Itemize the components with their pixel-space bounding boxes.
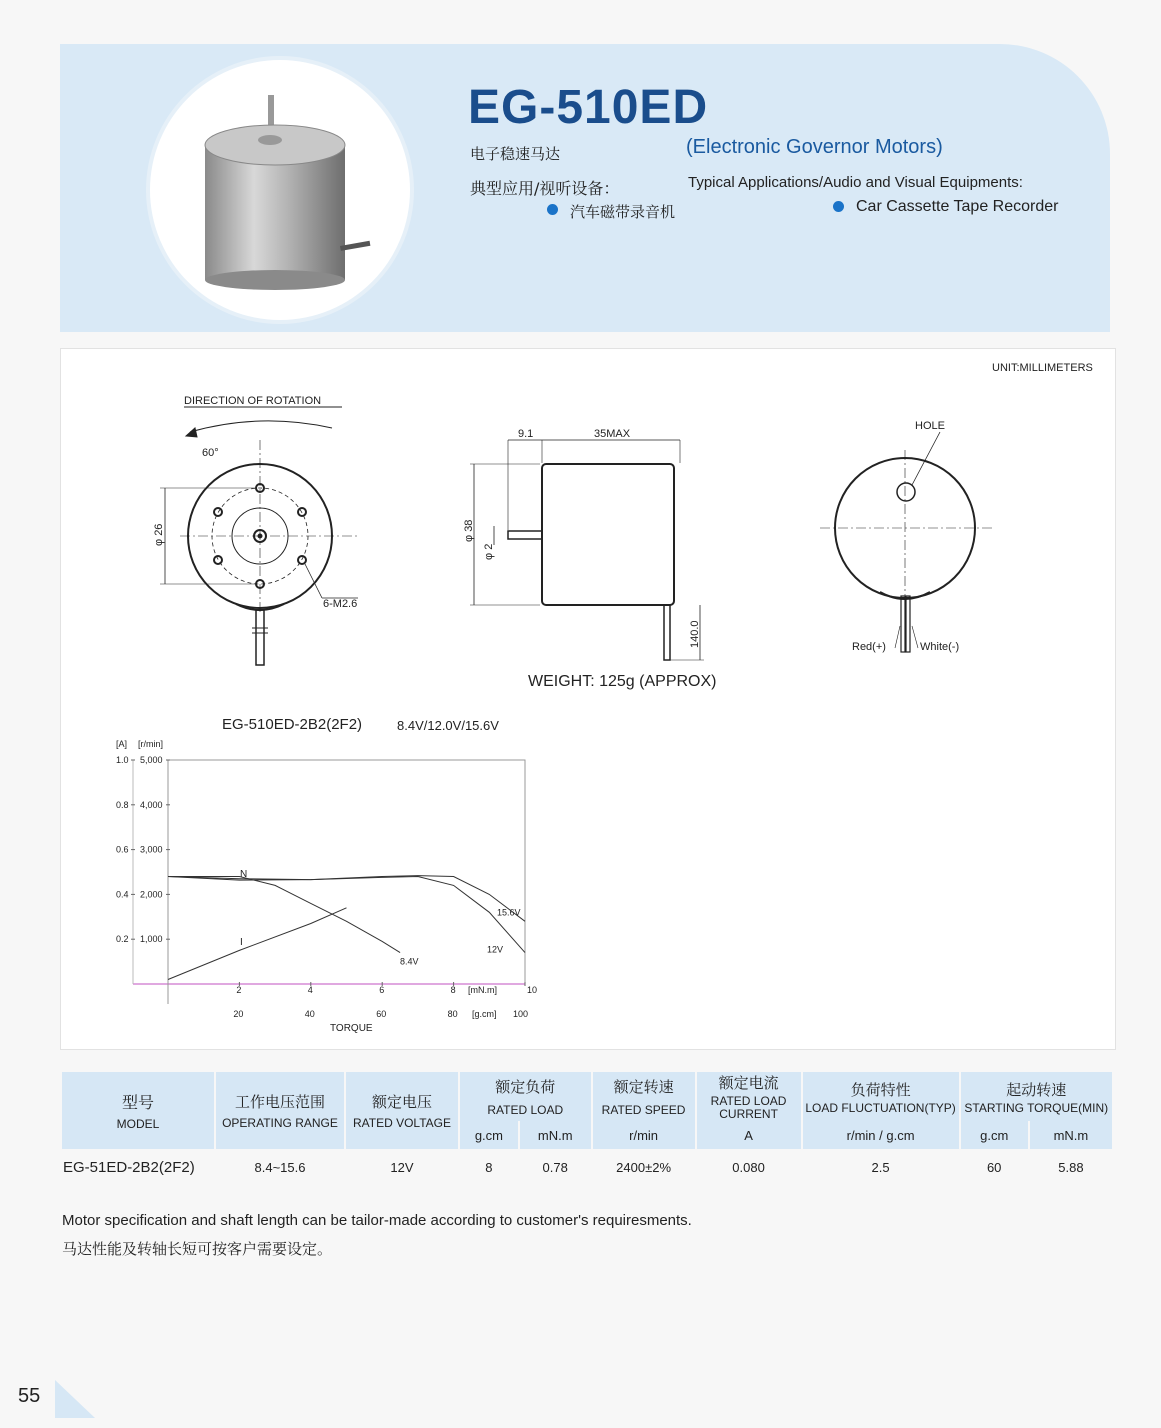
th-sub-fluct: r/min / g.cm: [802, 1121, 960, 1149]
cell-start-gcm: 60: [986, 1159, 1002, 1175]
series-line-I: [168, 908, 347, 980]
th-rated-current: 额定电流 RATED LOAD CURRENT: [696, 1072, 802, 1121]
dim-9-1-label: 9.1: [518, 428, 534, 440]
cell-load-mnm: 0.78: [542, 1159, 568, 1175]
product-title: EG-510ED: [468, 81, 709, 134]
y-left-tick-label: 0.4: [116, 889, 129, 900]
spec-table: [62, 1072, 1114, 1185]
y-left-tick-label: 0.6: [116, 844, 129, 855]
x2-tick-label: 80: [447, 1009, 458, 1019]
graph-title: EG-510ED-2B2(2F2): [222, 716, 363, 733]
th-load-fluctuation: 负荷特性 LOAD FLUCTUATION(TYP): [802, 1072, 960, 1121]
series-line-12V: [168, 877, 525, 953]
y-left-tick-label: 0.2: [116, 934, 129, 945]
red-wire-label: Red(+): [852, 641, 886, 653]
th-sub-mnm-2: mN.m: [1029, 1121, 1113, 1149]
angle-label: 60°: [202, 447, 219, 459]
dim-140-label: 140.0: [689, 620, 701, 648]
x-tick-label: 8: [450, 985, 456, 995]
weight-label: WEIGHT: 125g (APPROX): [528, 673, 717, 690]
th-model: 型号 MODEL: [62, 1072, 215, 1149]
direction-label: DIRECTION OF ROTATION: [184, 395, 322, 407]
x-tick-label: 10: [527, 985, 538, 995]
page-corner-decoration: [55, 1380, 95, 1418]
cell-rated-speed: 2400±2%: [616, 1159, 671, 1175]
x-tick-label: 6: [379, 985, 385, 995]
application-item-cn: 汽车磁带录音机: [570, 203, 676, 221]
note-cn: 马达性能及转轴长短可按客户需要设定。: [62, 1240, 333, 1258]
cell-operating-range: 8.4~15.6: [254, 1159, 306, 1175]
phi38-label: φ 38: [463, 519, 475, 542]
subtitle-cn: 电子稳速马达: [470, 145, 561, 163]
phi2-label: φ 2: [483, 543, 495, 560]
note-en: Motor specification and shaft length can be tailor-made according to customer's requiresments.: [62, 1212, 692, 1229]
th-rated-speed: 额定转速 RATED SPEED: [592, 1072, 696, 1121]
n-curve-label: N: [240, 869, 248, 880]
unit-rpm-label: [r/min]: [138, 739, 164, 749]
x2-tick-label: 40: [304, 1009, 315, 1019]
series-line-8.4V: [168, 877, 400, 953]
x-tick-label: 4: [307, 985, 313, 995]
cell-model: EG-51ED-2B2(2F2): [63, 1158, 195, 1176]
x2-tick-label: 20: [233, 1009, 244, 1019]
cell-rated-current: 0.080: [732, 1159, 765, 1175]
series-group: [168, 876, 525, 980]
x-tick-label: 2: [236, 985, 242, 995]
series-label-8.4V: 8.4V: [400, 956, 419, 967]
y-right-tick-label: 5,000: [140, 755, 163, 765]
dim-35max-label: 35MAX: [594, 428, 631, 440]
graph-voltages: 8.4V/12.0V/15.6V: [397, 718, 499, 733]
y-axis-right-ticks: [140, 755, 170, 944]
x-unit-g-label: [g.cm]: [472, 1009, 497, 1019]
unit-label: UNIT:MILLIMETERS: [992, 362, 1093, 374]
y-axis-left-ticks: [116, 755, 135, 944]
x-axis-title: TORQUE: [330, 1023, 373, 1034]
phi26-label: φ 26: [153, 523, 165, 546]
y-right-tick-label: 3,000: [140, 844, 163, 855]
subtitle-en: (Electronic Governor Motors): [686, 136, 943, 158]
applications-cn: 典型应用/视听设备：: [470, 179, 620, 198]
page-number: 55: [18, 1385, 41, 1407]
th-sub-gcm-2: g.cm: [960, 1121, 1029, 1149]
th-rated-voltage: 额定电压 RATED VOLTAGE: [345, 1072, 459, 1149]
y-left-tick-label: 1.0: [116, 755, 129, 765]
cell-rated-voltage: 12V: [390, 1159, 414, 1175]
th-rated-load: 额定负荷 RATED LOAD: [459, 1072, 592, 1121]
y-left-tick-label: 0.8: [116, 799, 129, 810]
application-item-en: Car Cassette Tape Recorder: [856, 198, 1059, 215]
white-wire-label: White(-): [920, 641, 960, 653]
y-right-tick-label: 1,000: [140, 934, 163, 945]
screw-label: 6-M2.6: [323, 598, 358, 610]
x-unit-mn-label: [mN.m]: [468, 985, 497, 995]
th-sub-mnm: mN.m: [519, 1121, 592, 1149]
th-sub-gcm: g.cm: [459, 1121, 519, 1149]
table-row: [62, 1149, 1113, 1185]
series-label-15.6V: 15.6V: [497, 907, 521, 918]
th-operating-range: 工作电压范围 OPERATING RANGE: [215, 1072, 345, 1149]
y-right-tick-label: 4,000: [140, 799, 163, 810]
x2-tick-label: 60: [376, 1009, 387, 1019]
y-right-tick-label: 2,000: [140, 889, 163, 900]
i-curve-label: I: [240, 937, 243, 948]
unit-a-label: [A]: [116, 739, 128, 749]
x2-tick-label: 100: [513, 1009, 529, 1019]
cell-load-fluct: 2.5: [871, 1159, 890, 1175]
th-starting-torque: 起动转速 STARTING TORQUE(MIN): [960, 1072, 1113, 1121]
th-sub-rmin: r/min: [592, 1121, 696, 1149]
hole-label: HOLE: [915, 420, 945, 432]
cell-load-gcm: 8: [485, 1159, 493, 1175]
series-label-12V: 12V: [487, 944, 504, 955]
th-sub-a: A: [696, 1121, 802, 1149]
cell-start-mnm: 5.88: [1058, 1159, 1084, 1175]
applications-en: Typical Applications/Audio and Visual Equipments:: [688, 174, 1023, 191]
